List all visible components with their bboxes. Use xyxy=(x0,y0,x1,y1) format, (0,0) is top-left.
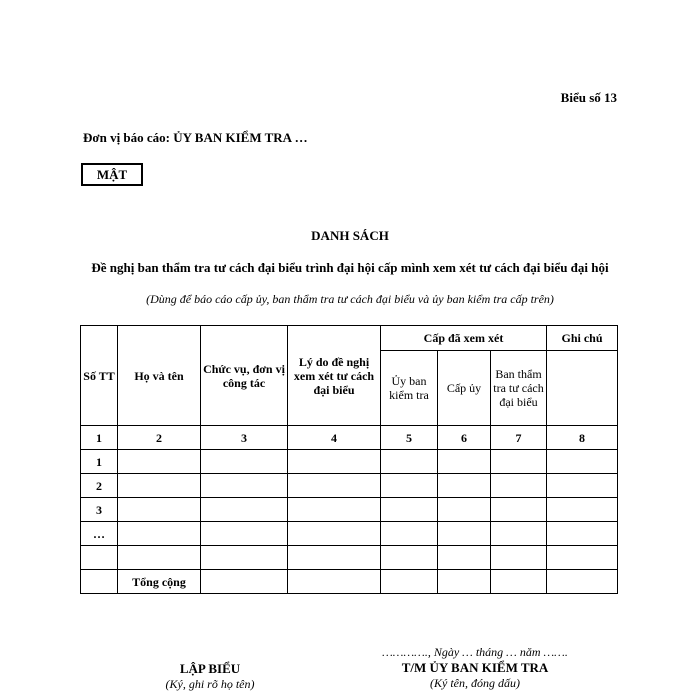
column-number: 4 xyxy=(288,426,381,450)
cell xyxy=(288,522,381,546)
committee-signature-block xyxy=(355,645,595,691)
delegate-table xyxy=(80,325,618,594)
committee-role: T/M ỦY BAN KIỂM TRA xyxy=(401,660,549,675)
cell xyxy=(547,546,618,570)
header-name: Họ và tên xyxy=(118,326,201,426)
header-note-blank xyxy=(547,351,618,426)
table-row xyxy=(81,498,618,522)
cell xyxy=(438,546,491,570)
cell xyxy=(288,546,381,570)
form-number: Biểu số 13 xyxy=(560,90,617,105)
header-reviewed-group: Cấp đã xem xét xyxy=(381,326,547,351)
header-sub-committee: Ủy ban kiểm tra xyxy=(381,351,438,426)
header-stt: Số TT xyxy=(81,326,118,426)
secret-stamp xyxy=(81,163,143,186)
cell xyxy=(547,450,618,474)
cell xyxy=(201,570,288,594)
cell xyxy=(438,450,491,474)
table-row xyxy=(81,474,618,498)
column-number: 1 xyxy=(81,426,118,450)
table-row xyxy=(81,450,618,474)
document-subtitle: Đề nghị ban thẩm tra tư cách đại biểu trình đại hội cấp mình xem xét tư cách đại biểu đại hội xyxy=(91,260,609,275)
row-stt: 3 xyxy=(81,498,118,522)
cell xyxy=(118,522,201,546)
cell xyxy=(201,498,288,522)
total-label: Tổng cộng xyxy=(118,570,201,594)
row-stt: 1 xyxy=(81,450,118,474)
column-number-row xyxy=(81,426,618,450)
cell xyxy=(438,498,491,522)
cell xyxy=(288,450,381,474)
header-sub-board: Ban thẩm tra tư cách đại biểu xyxy=(491,351,547,426)
reporting-unit: Đơn vị báo cáo: ỦY BAN KIỂM TRA … xyxy=(83,130,308,145)
cell xyxy=(201,522,288,546)
cell xyxy=(201,546,288,570)
cell xyxy=(438,522,491,546)
header-position: Chức vụ, đơn vị công tác xyxy=(201,326,288,426)
cell xyxy=(491,546,547,570)
total-row xyxy=(81,570,618,594)
preparer-hint: (Ký, ghi rõ họ tên) xyxy=(165,677,255,691)
cell xyxy=(381,570,438,594)
cell xyxy=(288,570,381,594)
table-row xyxy=(81,546,618,570)
cell xyxy=(288,474,381,498)
cell xyxy=(547,498,618,522)
cell xyxy=(288,498,381,522)
cell xyxy=(491,474,547,498)
row-stt: 2 xyxy=(81,474,118,498)
table-row xyxy=(81,522,618,546)
preparer-role: LẬP BIỂU xyxy=(179,661,241,676)
cell xyxy=(381,522,438,546)
cell xyxy=(118,450,201,474)
cell xyxy=(118,474,201,498)
document-title: DANH SÁCH xyxy=(311,228,389,243)
header-note: Ghi chú xyxy=(547,326,618,351)
cell xyxy=(547,522,618,546)
cell xyxy=(201,474,288,498)
cell xyxy=(491,450,547,474)
column-number: 5 xyxy=(381,426,438,450)
secret-stamp-label: MẬT xyxy=(96,166,128,182)
cell xyxy=(118,498,201,522)
preparer-signature-block xyxy=(110,661,310,692)
column-number: 6 xyxy=(438,426,491,450)
cell xyxy=(381,450,438,474)
cell xyxy=(381,474,438,498)
cell xyxy=(381,498,438,522)
date-line: …………., Ngày … tháng … năm ……. xyxy=(382,645,568,659)
header-reason: Lý do đề nghị xem xét tư cách đại biểu xyxy=(288,326,381,426)
cell xyxy=(491,498,547,522)
cell xyxy=(547,570,618,594)
row-stt: … xyxy=(81,522,118,546)
cell xyxy=(201,450,288,474)
column-number: 8 xyxy=(547,426,618,450)
header-sub-party: Cấp ủy xyxy=(438,351,491,426)
cell xyxy=(438,474,491,498)
cell xyxy=(438,570,491,594)
cell xyxy=(491,522,547,546)
document-note: (Dùng để báo cáo cấp ủy, ban thẩm tra tư cách đại biểu và ủy ban kiểm tra cấp trên) xyxy=(146,292,554,306)
cell xyxy=(547,474,618,498)
row-stt xyxy=(81,546,118,570)
column-number: 2 xyxy=(118,426,201,450)
cell xyxy=(381,546,438,570)
cell xyxy=(491,570,547,594)
committee-hint: (Ký tên, đóng dấu) xyxy=(430,676,520,690)
column-number: 7 xyxy=(491,426,547,450)
cell xyxy=(81,570,118,594)
column-number: 3 xyxy=(201,426,288,450)
cell xyxy=(118,546,201,570)
